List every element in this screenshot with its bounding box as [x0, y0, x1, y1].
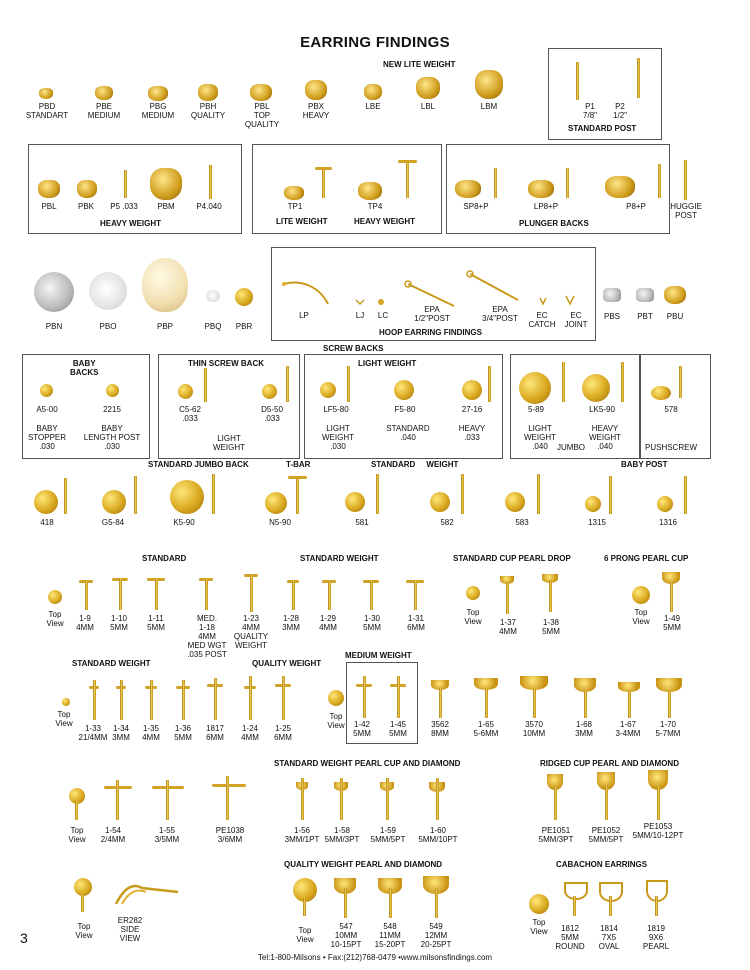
item-label-1-33: 1-33 21/4MM: [78, 724, 108, 742]
section-header-baby-post: BABY POST: [621, 460, 668, 469]
plunger-post-p8: [658, 164, 661, 198]
screw-post-589: [562, 362, 565, 402]
er282-side-view-illustration: [112, 878, 184, 910]
post-top-view-h: [303, 898, 306, 916]
earring-back-lbm: [475, 70, 503, 99]
post-1-9: [85, 580, 88, 610]
post-3562: [439, 688, 442, 718]
item-label-top-view-g: Top View: [75, 922, 93, 940]
post-1-35: [150, 680, 153, 720]
item-label-1817: 1817 6MM: [206, 724, 224, 742]
jumbo-post-k590: [212, 474, 215, 514]
post-549: [435, 888, 438, 918]
screw-back-lk590: [582, 374, 610, 402]
section-header-ridged-cup: RIDGED CUP PEARL AND DIAMOND: [540, 759, 679, 768]
item-label-pbl-top: PBL TOP QUALITY: [244, 102, 280, 129]
standard-post-581: [376, 474, 379, 514]
post-1-37: [506, 582, 509, 614]
item-label-heavy033: HEAVY .033: [458, 424, 486, 442]
post-1-33: [93, 680, 96, 720]
jumbo-post-418: [64, 478, 67, 514]
standard-post-582: [461, 474, 464, 514]
screw-back-2716: [462, 380, 482, 400]
item-label-2215: 2215: [103, 405, 121, 414]
item-label-lk590: LK5-90: [589, 405, 615, 414]
standard-post-583: [537, 474, 540, 514]
post-p5: [124, 170, 127, 198]
item-label-1-18: MED. 1-18 4MM MED WGT .035 POST: [187, 614, 227, 659]
item-label-1-70: 1-70 5-7MM: [655, 720, 681, 738]
item-label-2716: 27-16: [461, 405, 483, 414]
item-label-light-weight-thin: LIGHT WEIGHT: [213, 434, 245, 452]
pushscrew-back-578: [651, 386, 671, 400]
item-label-581: 581: [355, 518, 369, 527]
top-view-pad-a: [48, 590, 62, 604]
section-header-t-bar: T-BAR: [286, 460, 311, 469]
post-1-23: [250, 574, 253, 612]
post-1-70: [668, 690, 671, 718]
pushscrew-post-578: [679, 366, 682, 398]
post-pe1051: [554, 786, 557, 820]
pad-pe1038: [212, 784, 246, 787]
post-1-67: [628, 690, 631, 718]
item-label-p1: P1 7/8": [583, 102, 597, 120]
earring-back-pbl: [38, 180, 60, 198]
item-label-lc: LC: [377, 311, 389, 320]
item-label-baby-length: BABY LENGTH POST .030: [83, 424, 141, 451]
section-header-baby-backs: BABY BACKS: [70, 359, 99, 377]
item-label-jlw040: LIGHT WEIGHT .040: [524, 424, 556, 451]
item-label-top-view-f: Top View: [68, 826, 86, 844]
item-label-ec-catch: EC CATCH: [528, 311, 556, 329]
tbar-back-n590: [265, 492, 287, 514]
page-number: 3: [20, 930, 28, 946]
post-top-view-g: [81, 894, 84, 912]
section-header-medium-weight: MEDIUM WEIGHT: [345, 651, 412, 660]
section-header-standard-post: STANDARD POST: [568, 124, 637, 133]
section-header-standard-jumbo-back: STANDARD JUMBO BACK: [148, 460, 249, 469]
post-1-25: [282, 676, 285, 720]
item-label-pbd: PBD STANDART: [25, 102, 69, 120]
post-1-10: [119, 578, 122, 610]
item-label-1-37: 1-37 4MM: [499, 618, 517, 636]
item-label-sp8: SP8+P: [463, 202, 489, 211]
post-1-45: [397, 676, 400, 718]
screw-back-2215: [106, 384, 119, 397]
item-label-er282: ER282 SIDE VIEW: [117, 916, 143, 943]
item-label-pbn: PBN: [45, 322, 63, 331]
item-label-lbl: LBL: [420, 102, 436, 111]
tbar-tp1-pad: [315, 167, 332, 170]
tbar-tp4-pad: [398, 160, 417, 163]
item-label-3570: 3570 10MM: [522, 720, 546, 738]
section-header-thin-screw-back: THIN SCREW BACK: [188, 359, 264, 368]
item-label-1-35: 1-35 4MM: [142, 724, 160, 742]
item-label-1-11: 1-11 5MM: [147, 614, 165, 632]
item-label-lj: LJ: [355, 311, 365, 320]
post-3570: [533, 688, 536, 718]
item-label-huggie: HUGGIE POST: [670, 202, 702, 220]
post-1-56: [301, 778, 304, 820]
standard-back-581: [345, 492, 365, 512]
post-1-55: [166, 780, 169, 820]
item-label-1-54: 1-54 2/4MM: [100, 826, 126, 844]
item-label-p2: P2 1/2": [613, 102, 627, 120]
section-header-standard-weight: STANDARD WEIGHT: [300, 554, 379, 563]
post-1-18: [205, 578, 208, 610]
item-label-1-38: 1-38 5MM: [542, 618, 560, 636]
item-label-tp4: TP4: [367, 202, 383, 211]
post-pe1052: [605, 786, 608, 820]
item-label-1-28: 1-28 3MM: [282, 614, 300, 632]
post-548: [389, 888, 392, 918]
item-label-3562: 3562 8MM: [431, 720, 449, 738]
item-label-1-45: 1-45 5MM: [389, 720, 407, 738]
item-label-epa34: EPA 3/4"POST: [482, 305, 518, 323]
screw-back-a500: [40, 384, 53, 397]
item-label-1-59: 1-59 5MM/5PT: [370, 826, 406, 844]
post-1-29: [328, 580, 331, 610]
item-label-1-29: 1-29 4MM: [319, 614, 337, 632]
item-label-pbx: PBX HEAVY: [302, 102, 330, 120]
item-label-418: 418: [40, 518, 54, 527]
section-header-standard-weight-2: STANDARD WEIGHT: [72, 659, 151, 668]
section-header-std-weight-pearl-cup-diamond: STANDARD WEIGHT PEARL CUP AND DIAMOND: [274, 759, 461, 768]
plunger-back-lp8: [528, 180, 554, 198]
screw-back-d550: [262, 384, 277, 399]
item-label-g584: G5-84: [101, 518, 125, 527]
item-label-1-10: 1-10 5MM: [110, 614, 128, 632]
section-header-standard-weight-r5: STANDARD WEIGHT: [371, 460, 459, 469]
post-1-65: [485, 688, 488, 718]
footer-contact: Tel:1-800-Milsons • Fax:(212)768-0479 •www.milsonsfindings.com: [257, 953, 493, 962]
top-view-pad-e: [328, 690, 344, 706]
top-view-pad-b: [466, 586, 480, 600]
earring-back-pbl-top: [250, 84, 272, 101]
item-label-top-view-d: Top View: [55, 710, 73, 728]
post-1-54: [116, 780, 119, 820]
standard-back-582: [430, 492, 450, 512]
item-label-top-view-b: Top View: [464, 608, 482, 626]
post-1812: [573, 896, 576, 916]
earring-back-pbx: [305, 80, 327, 100]
top-view-prong-cup: [632, 586, 650, 604]
plunger-post-sp8: [494, 168, 497, 198]
item-label-1-42: 1-42 5MM: [353, 720, 371, 738]
earring-back-pbs: [603, 288, 621, 302]
item-label-a500: A5-00: [36, 405, 58, 414]
clear-back-pbq: [206, 290, 220, 302]
cabachon-1812: [564, 882, 588, 900]
post-1-38: [549, 580, 552, 612]
item-label-pbq: PBQ: [204, 322, 222, 331]
item-label-baby-stopper: BABY STOPPER .030: [27, 424, 67, 451]
item-label-top-view-e: Top View: [327, 712, 345, 730]
item-label-583: 583: [515, 518, 529, 527]
section-header-six-prong: 6 PRONG PEARL CUP: [604, 554, 689, 563]
item-label-lw030: LIGHT WEIGHT .030: [322, 424, 354, 451]
post-1-24: [249, 676, 252, 720]
item-label-1-60: 1-60 5MM/10PT: [418, 826, 458, 844]
item-label-k590: K5-90: [173, 518, 195, 527]
earring-back-pbm: [150, 168, 182, 200]
item-label-1316: 1316: [659, 518, 677, 527]
item-label-1-9: 1-9 4MM: [76, 614, 94, 632]
item-label-pbm: PBM: [157, 202, 175, 211]
screw-post-c562: [204, 368, 207, 402]
post-pe1038: [226, 776, 229, 820]
post-p1: [576, 62, 579, 100]
item-label-pbs: PBS: [603, 312, 621, 321]
clear-back-pbo: [89, 272, 127, 310]
post-tbar-tp4: [406, 162, 409, 198]
item-label-top-view-h: Top View: [296, 926, 314, 944]
item-label-jhw040: HEAVY WEIGHT .040: [589, 424, 621, 451]
post-pe1053: [657, 786, 660, 820]
jumbo-back-k590: [170, 480, 204, 514]
page-title: EARRING FINDINGS: [300, 34, 450, 51]
item-label-589: 5-89: [527, 405, 545, 414]
item-label-epa12: EPA 1/2"POST: [414, 305, 450, 323]
post-huggie: [684, 160, 687, 200]
item-label-ec-joint: EC JOINT: [564, 311, 588, 329]
post-1-49: [670, 582, 673, 612]
earring-back-pbg: [148, 86, 168, 101]
tbar-pad-n590: [288, 476, 307, 479]
item-label-1-68: 1-68 3MM: [575, 720, 593, 738]
post-p2: [637, 58, 640, 98]
item-label-pbk: PBK: [77, 202, 95, 211]
item-label-547: 547 10MM 10-15PT: [330, 922, 362, 949]
screw-post-lk590: [621, 362, 624, 402]
post-1-59: [386, 778, 389, 820]
item-label-1-56: 1-56 3MM/1PT: [284, 826, 320, 844]
pearl-back-pbp: [142, 258, 188, 312]
item-label-582: 582: [440, 518, 454, 527]
post-1817: [214, 678, 217, 720]
post-1-60: [436, 778, 439, 820]
earring-back-pbh: [198, 84, 218, 101]
item-label-top-view-a: Top View: [46, 610, 64, 628]
item-label-n590: N5-90: [269, 518, 291, 527]
item-label-1315: 1315: [588, 518, 606, 527]
baby-post-back-1316: [657, 496, 673, 512]
earring-back-pbk: [77, 180, 97, 198]
screw-post-d550: [286, 366, 289, 402]
item-label-d550: D5-50 .033: [261, 405, 283, 423]
item-label-548: 548 11MM 15-20PT: [374, 922, 406, 949]
item-label-lbe: LBE: [365, 102, 381, 111]
jumbo-post-g584: [134, 476, 137, 514]
standard-back-583: [505, 492, 525, 512]
post-1-11: [155, 578, 158, 610]
section-header-heavy-weight: HEAVY WEIGHT: [100, 219, 162, 228]
section-header-quality-weight-pearl-diamond: QUALITY WEIGHT PEARL AND DIAMOND: [284, 860, 443, 869]
screw-back-c562: [178, 384, 193, 399]
post-1-68: [584, 690, 587, 718]
item-label-1-25: 1-25 6MM: [274, 724, 292, 742]
section-header-hoop: HOOP EARRING FINDINGS: [379, 328, 482, 337]
post-tbar-tp1: [322, 168, 325, 198]
section-header-standard-cup-pearl-drop: STANDARD CUP PEARL DROP: [453, 554, 571, 563]
item-label-tp1: TP1: [287, 202, 303, 211]
earring-back-pbt: [636, 288, 654, 302]
item-label-pbu: PBU: [666, 312, 684, 321]
item-label-jumbo: JUMBO: [557, 443, 585, 452]
item-label-top-view-i: Top View: [530, 918, 548, 936]
item-label-p4: P4.040: [196, 202, 222, 211]
item-label-lbm: LBM: [480, 102, 498, 111]
item-label-1-58: 1-58 5MM/3PT: [324, 826, 360, 844]
screw-back-lf580: [320, 382, 336, 398]
item-label-p5: P5 .033: [110, 202, 138, 211]
screw-post-2716: [488, 366, 491, 402]
item-label-pe1051: PE1051 5MM/3PT: [538, 826, 574, 844]
jumbo-back-g584: [102, 490, 126, 514]
plunger-back-p8: [605, 176, 635, 198]
post-1-34: [120, 680, 123, 720]
item-label-pe1052: PE1052 5MM/5PT: [588, 826, 624, 844]
post-1-30: [370, 580, 373, 610]
item-label-f580: F5-80: [394, 405, 416, 414]
item-label-578: 578: [664, 405, 678, 414]
earring-back-lbe: [364, 84, 382, 100]
section-header-new-lite-weight: NEW LITE WEIGHT: [383, 60, 456, 69]
item-label-pbg: PBG MEDIUM: [141, 102, 175, 120]
item-label-1819: 1819 9X6 PEARL: [642, 924, 670, 951]
item-label-pbr: PBR: [235, 322, 253, 331]
item-label-1-36: 1-36 5MM: [174, 724, 192, 742]
post-1814: [609, 896, 612, 916]
item-label-pbh: PBH QUALITY: [190, 102, 226, 120]
section-header-cabachon: CABACHON EARRINGS: [556, 860, 648, 869]
section-header-standard: STANDARD: [142, 554, 187, 563]
post-1-36: [182, 680, 185, 720]
item-label-std040: STANDARD .040: [386, 424, 430, 442]
post-1-42: [363, 676, 366, 718]
earring-back-lbl: [416, 77, 440, 99]
top-view-pad-i: [529, 894, 549, 914]
earring-back-pbe: [95, 86, 113, 100]
jumbo-back-418: [34, 490, 58, 514]
section-header-light-weight: LIGHT WEIGHT: [358, 359, 417, 368]
silicone-back-pbn: [34, 272, 74, 312]
screw-back-589: [519, 372, 551, 404]
post-1-28: [292, 580, 295, 610]
item-label-1-67: 1-67 3-4MM: [615, 720, 641, 738]
plunger-post-lp8: [566, 168, 569, 198]
earring-back-tp4: [358, 182, 382, 200]
item-label-1-23: 1-23 4MM QUALITY WEIGHT: [233, 614, 269, 650]
item-label-1-65: 1-65 5-6MM: [473, 720, 499, 738]
screw-back-f580: [394, 380, 414, 400]
item-label-pushscrew: PUSHSCREW: [644, 443, 698, 452]
item-label-pbl: PBL: [41, 202, 57, 211]
baby-post-back-1315: [585, 496, 601, 512]
item-label-pbp: PBP: [156, 322, 174, 331]
item-label-1-24: 1-24 4MM: [241, 724, 259, 742]
item-label-lp8: LP8+P: [533, 202, 559, 211]
item-label-pe1038: PE1038 3/6MM: [215, 826, 245, 844]
earring-back-tp1: [284, 186, 304, 200]
item-label-1-49: 1-49 5MM: [663, 614, 681, 632]
post-1-58: [340, 778, 343, 820]
item-label-pbt: PBT: [637, 312, 653, 321]
item-label-1-34: 1-34 3MM: [112, 724, 130, 742]
section-header-lite-weight: LITE WEIGHT: [276, 217, 328, 226]
earring-back-pbu: [664, 286, 686, 304]
plunger-back-sp8: [455, 180, 481, 198]
tbar-post-n590: [296, 478, 299, 514]
item-label-1814: 1814 7X5 OVAL: [598, 924, 620, 951]
post-p4: [209, 165, 212, 199]
section-header-plunger-backs: PLUNGER BACKS: [519, 219, 589, 228]
screw-post-lf580: [347, 366, 350, 402]
item-label-p8: P8+P: [626, 202, 646, 211]
section-header-heavy-weight-tp: HEAVY WEIGHT: [354, 217, 416, 226]
post-1819: [655, 896, 658, 916]
earring-back-pbr: [235, 288, 253, 306]
item-label-pe1053: PE1053 5MM/10-12PT: [632, 822, 684, 840]
earring-back-pbd: [39, 88, 53, 99]
item-label-1-55: 1-55 3/5MM: [154, 826, 180, 844]
item-label-1-31: 1-31 6MM: [407, 614, 425, 632]
item-label-pbo: PBO: [99, 322, 117, 331]
item-label-c562: C5-62 .033: [179, 405, 201, 423]
baby-post-1315: [609, 476, 612, 514]
baby-post-1316: [684, 476, 687, 514]
section-header-screw-backs: SCREW BACKS: [323, 344, 384, 353]
item-label-549: 549 12MM 20-25PT: [420, 922, 452, 949]
section-header-quality-weight: QUALITY WEIGHT: [252, 659, 322, 668]
post-547: [344, 888, 347, 918]
item-label-1812: 1812 5MM ROUND: [555, 924, 585, 951]
item-label-top-view-c: Top View: [632, 608, 650, 626]
post-top-view-f: [75, 800, 78, 820]
post-1-31: [414, 580, 417, 610]
item-label-1-30: 1-30 5MM: [363, 614, 381, 632]
item-label-lf580: LF5-80: [323, 405, 349, 414]
item-label-pbe: PBE MEDIUM: [87, 102, 121, 120]
top-view-pad-d: [62, 698, 70, 706]
item-label-lp: LP: [299, 311, 309, 320]
